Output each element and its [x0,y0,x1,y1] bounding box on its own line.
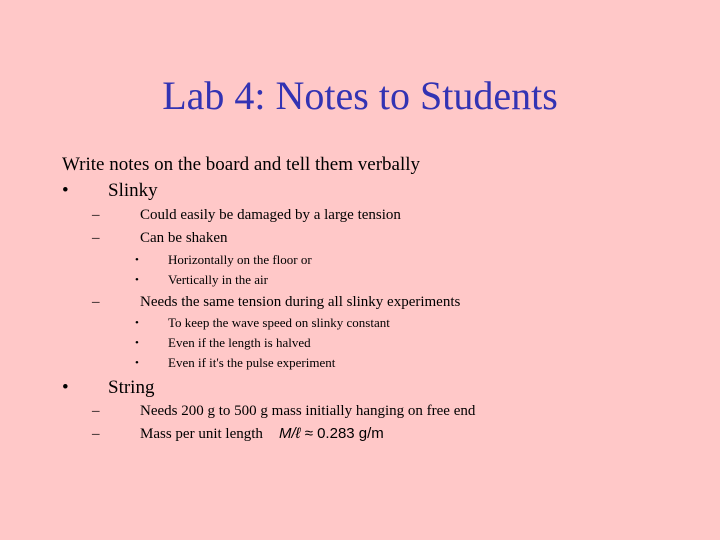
sub-item-text: Could easily be damaged by a large tension [140,207,401,223]
sub-sub-item-text: Vertically in the air [168,272,268,287]
intro-text: Write notes on the board and tell them verbally [62,154,421,175]
sub-item-text: Mass per unit length [140,426,263,442]
bullet-marker: • [62,180,69,201]
bullet-label: Slinky [108,180,158,201]
dash-marker: – [92,230,100,246]
sub-item-text: Needs 200 g to 500 g mass initially hanging on free end [140,403,476,419]
sub-item-text: Can be shaken [140,230,228,246]
bullet-marker: • [135,274,139,286]
slide-title: Lab 4: Notes to Students [162,73,558,118]
mass-per-length-formula [279,425,384,443]
bullet-label: String [108,377,155,398]
bullet-marker: • [62,377,69,398]
bullet-marker: • [135,254,139,266]
dash-marker: – [92,403,100,419]
bullet-marker: • [135,337,139,349]
bullet-marker: • [135,317,139,329]
sub-sub-item-text: Horizontally on the floor or [168,252,312,267]
sub-sub-item-text: Even if the length is halved [168,335,311,350]
sub-sub-item-text: To keep the wave speed on slinky constant [168,315,390,330]
formula-lhs: M/ℓ [279,425,301,442]
formula-rhs: ≈ 0.283 g/m [304,425,384,442]
dash-marker: – [92,294,100,310]
dash-marker: – [92,207,100,223]
sub-sub-item-text: Even if it's the pulse experiment [168,355,336,370]
sub-item-text: Needs the same tension during all slinky experiments [140,294,461,310]
dash-marker: – [92,426,100,442]
bullet-marker: • [135,357,139,369]
